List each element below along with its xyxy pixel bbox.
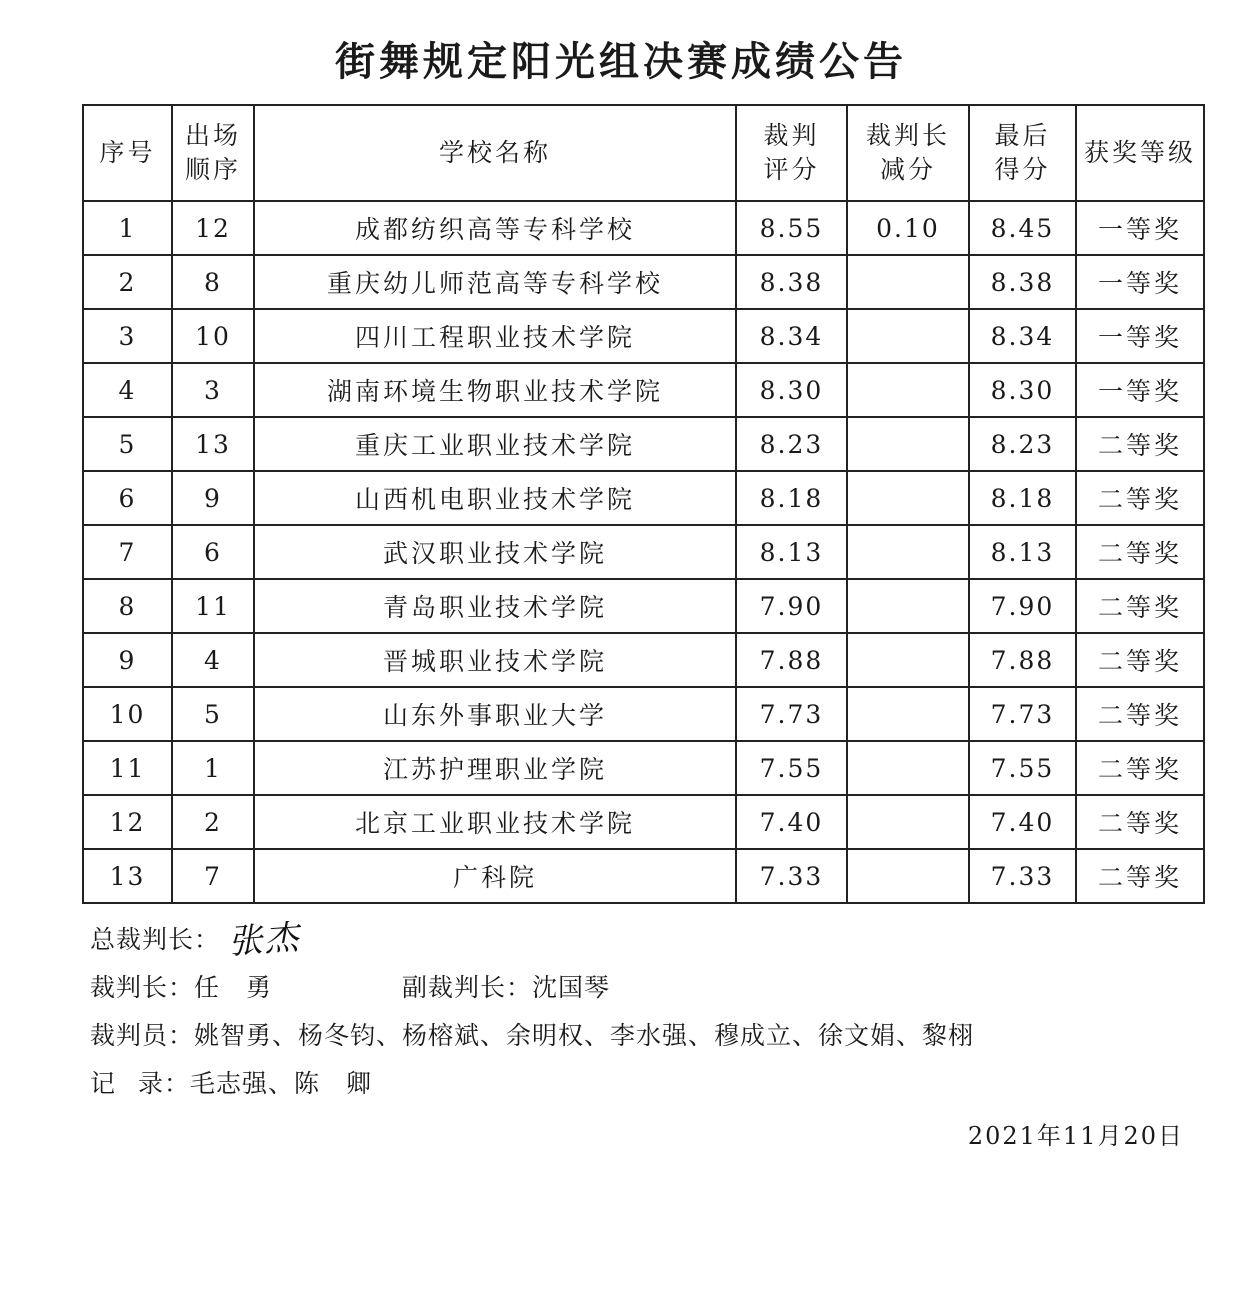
table-row — [83, 849, 1204, 903]
header-deduct — [847, 105, 969, 201]
cell-seq: 9 — [83, 633, 172, 687]
cell-final: 8.30 — [969, 363, 1076, 417]
table-row — [83, 579, 1204, 633]
judges-label: 裁判员： — [90, 1021, 195, 1050]
cell-school: 四川工程职业技术学院 — [254, 309, 736, 363]
cell-score: 8.34 — [736, 309, 847, 363]
referee-label: 裁判长： — [90, 973, 195, 1002]
header-seq: 序号 — [83, 105, 172, 201]
cell-order: 9 — [172, 471, 254, 525]
cell-deduct — [847, 849, 969, 903]
cell-school: 重庆工业职业技术学院 — [254, 417, 736, 471]
cell-deduct — [847, 309, 969, 363]
header-order — [172, 105, 254, 201]
cell-order: 5 — [172, 687, 254, 741]
cell-order: 10 — [172, 309, 254, 363]
cell-score: 7.88 — [736, 633, 847, 687]
chief-referee-signature: 张杰 — [226, 917, 302, 963]
recorder-label-a: 记 — [90, 1069, 117, 1098]
header-score — [736, 105, 847, 201]
cell-deduct — [847, 579, 969, 633]
cell-deduct — [847, 741, 969, 795]
table-row — [83, 309, 1204, 363]
cell-order: 11 — [172, 579, 254, 633]
table-row — [83, 687, 1204, 741]
cell-order: 3 — [172, 363, 254, 417]
cell-deduct: 0.10 — [847, 201, 969, 255]
cell-final: 7.90 — [969, 579, 1076, 633]
cell-school: 成都纺织高等专科学校 — [254, 201, 736, 255]
header-deduct-line1: 裁判长 — [865, 121, 950, 150]
cell-award: 二等奖 — [1076, 525, 1204, 579]
cell-order: 8 — [172, 255, 254, 309]
cell-award: 二等奖 — [1076, 795, 1204, 849]
cell-order: 7 — [172, 849, 254, 903]
cell-award: 二等奖 — [1076, 417, 1204, 471]
cell-score: 7.73 — [736, 687, 847, 741]
cell-seq: 12 — [83, 795, 172, 849]
cell-seq: 13 — [83, 849, 172, 903]
header-score-line1: 裁判 — [763, 121, 820, 150]
cell-final: 7.88 — [969, 633, 1076, 687]
chief-referee-line — [90, 920, 220, 956]
referee-line — [90, 968, 610, 1004]
cell-score: 8.38 — [736, 255, 847, 309]
cell-deduct — [847, 633, 969, 687]
cell-award: 二等奖 — [1076, 687, 1204, 741]
cell-final: 7.73 — [969, 687, 1076, 741]
cell-award: 一等奖 — [1076, 255, 1204, 309]
cell-seq: 11 — [83, 741, 172, 795]
table-row — [83, 525, 1204, 579]
cell-order: 4 — [172, 633, 254, 687]
cell-school: 北京工业职业技术学院 — [254, 795, 736, 849]
table-row — [83, 255, 1204, 309]
header-school: 学校名称 — [254, 105, 736, 201]
table-row — [83, 201, 1204, 255]
cell-school: 晋城职业技术学院 — [254, 633, 736, 687]
cell-deduct — [847, 687, 969, 741]
cell-school: 山东外事职业大学 — [254, 687, 736, 741]
results-table — [82, 104, 1205, 904]
recorder-label-b: 录： — [138, 1069, 191, 1098]
cell-seq: 2 — [83, 255, 172, 309]
cell-score: 8.13 — [736, 525, 847, 579]
cell-order: 2 — [172, 795, 254, 849]
cell-seq: 6 — [83, 471, 172, 525]
cell-final: 8.45 — [969, 201, 1076, 255]
table-row — [83, 417, 1204, 471]
cell-score: 8.30 — [736, 363, 847, 417]
cell-school: 江苏护理职业学院 — [254, 741, 736, 795]
cell-deduct — [847, 363, 969, 417]
cell-final: 7.40 — [969, 795, 1076, 849]
table-row — [83, 741, 1204, 795]
cell-score: 8.18 — [736, 471, 847, 525]
cell-final: 7.33 — [969, 849, 1076, 903]
cell-score: 7.40 — [736, 795, 847, 849]
cell-final: 8.18 — [969, 471, 1076, 525]
cell-seq: 7 — [83, 525, 172, 579]
cell-award: 二等奖 — [1076, 849, 1204, 903]
cell-school: 山西机电职业技术学院 — [254, 471, 736, 525]
deputy-referee-name: 沈国琴 — [532, 973, 611, 1002]
cell-seq: 8 — [83, 579, 172, 633]
cell-score: 8.55 — [736, 201, 847, 255]
cell-award: 二等奖 — [1076, 633, 1204, 687]
cell-school: 广科院 — [254, 849, 736, 903]
header-deduct-line2: 减分 — [879, 155, 936, 184]
cell-school: 重庆幼儿师范高等专科学校 — [254, 255, 736, 309]
cell-order: 1 — [172, 741, 254, 795]
cell-seq: 1 — [83, 201, 172, 255]
cell-award: 一等奖 — [1076, 201, 1204, 255]
cell-school: 武汉职业技术学院 — [254, 525, 736, 579]
cell-seq: 3 — [83, 309, 172, 363]
header-award: 获奖等级 — [1076, 105, 1204, 201]
recorder-names: 毛志强、陈 卿 — [190, 1069, 373, 1098]
judges-line — [90, 1016, 974, 1052]
cell-final: 8.34 — [969, 309, 1076, 363]
cell-score: 8.23 — [736, 417, 847, 471]
cell-deduct — [847, 795, 969, 849]
announcement-date: 2021年11月20日 — [967, 1122, 1184, 1150]
cell-deduct — [847, 417, 969, 471]
table-row — [83, 471, 1204, 525]
cell-score: 7.55 — [736, 741, 847, 795]
judges-names: 姚智勇、杨冬钧、杨榕斌、余明权、李水强、穆成立、徐文娟、黎栩 — [194, 1021, 975, 1050]
cell-award: 二等奖 — [1076, 579, 1204, 633]
cell-order: 12 — [172, 201, 254, 255]
cell-award: 二等奖 — [1076, 741, 1204, 795]
table-row — [83, 795, 1204, 849]
page-title: 街舞规定阳光组决赛成绩公告 — [335, 39, 907, 85]
recorder-line — [90, 1064, 372, 1100]
cell-score: 7.33 — [736, 849, 847, 903]
chief-referee-label: 总裁判长： — [90, 925, 221, 954]
cell-award: 一等奖 — [1076, 363, 1204, 417]
cell-order: 6 — [172, 525, 254, 579]
table-row — [83, 633, 1204, 687]
cell-score: 7.90 — [736, 579, 847, 633]
cell-final: 8.13 — [969, 525, 1076, 579]
table-header-row — [83, 105, 1204, 201]
deputy-referee-label: 副裁判长： — [402, 973, 533, 1002]
cell-final: 7.55 — [969, 741, 1076, 795]
header-final-line1: 最后 — [994, 121, 1051, 150]
cell-school: 青岛职业技术学院 — [254, 579, 736, 633]
cell-school: 湖南环境生物职业技术学院 — [254, 363, 736, 417]
cell-order: 13 — [172, 417, 254, 471]
header-score-line2: 评分 — [763, 155, 820, 184]
cell-seq: 5 — [83, 417, 172, 471]
cell-final: 8.23 — [969, 417, 1076, 471]
header-final — [969, 105, 1076, 201]
cell-seq: 10 — [83, 687, 172, 741]
cell-deduct — [847, 471, 969, 525]
cell-award: 二等奖 — [1076, 471, 1204, 525]
header-order-line2: 顺序 — [184, 155, 241, 184]
cell-deduct — [847, 255, 969, 309]
cell-deduct — [847, 525, 969, 579]
referee-name: 任 勇 — [194, 973, 273, 1002]
cell-seq: 4 — [83, 363, 172, 417]
header-final-line2: 得分 — [994, 155, 1051, 184]
header-order-line1: 出场 — [184, 121, 241, 150]
table-row — [83, 363, 1204, 417]
cell-final: 8.38 — [969, 255, 1076, 309]
cell-award: 一等奖 — [1076, 309, 1204, 363]
